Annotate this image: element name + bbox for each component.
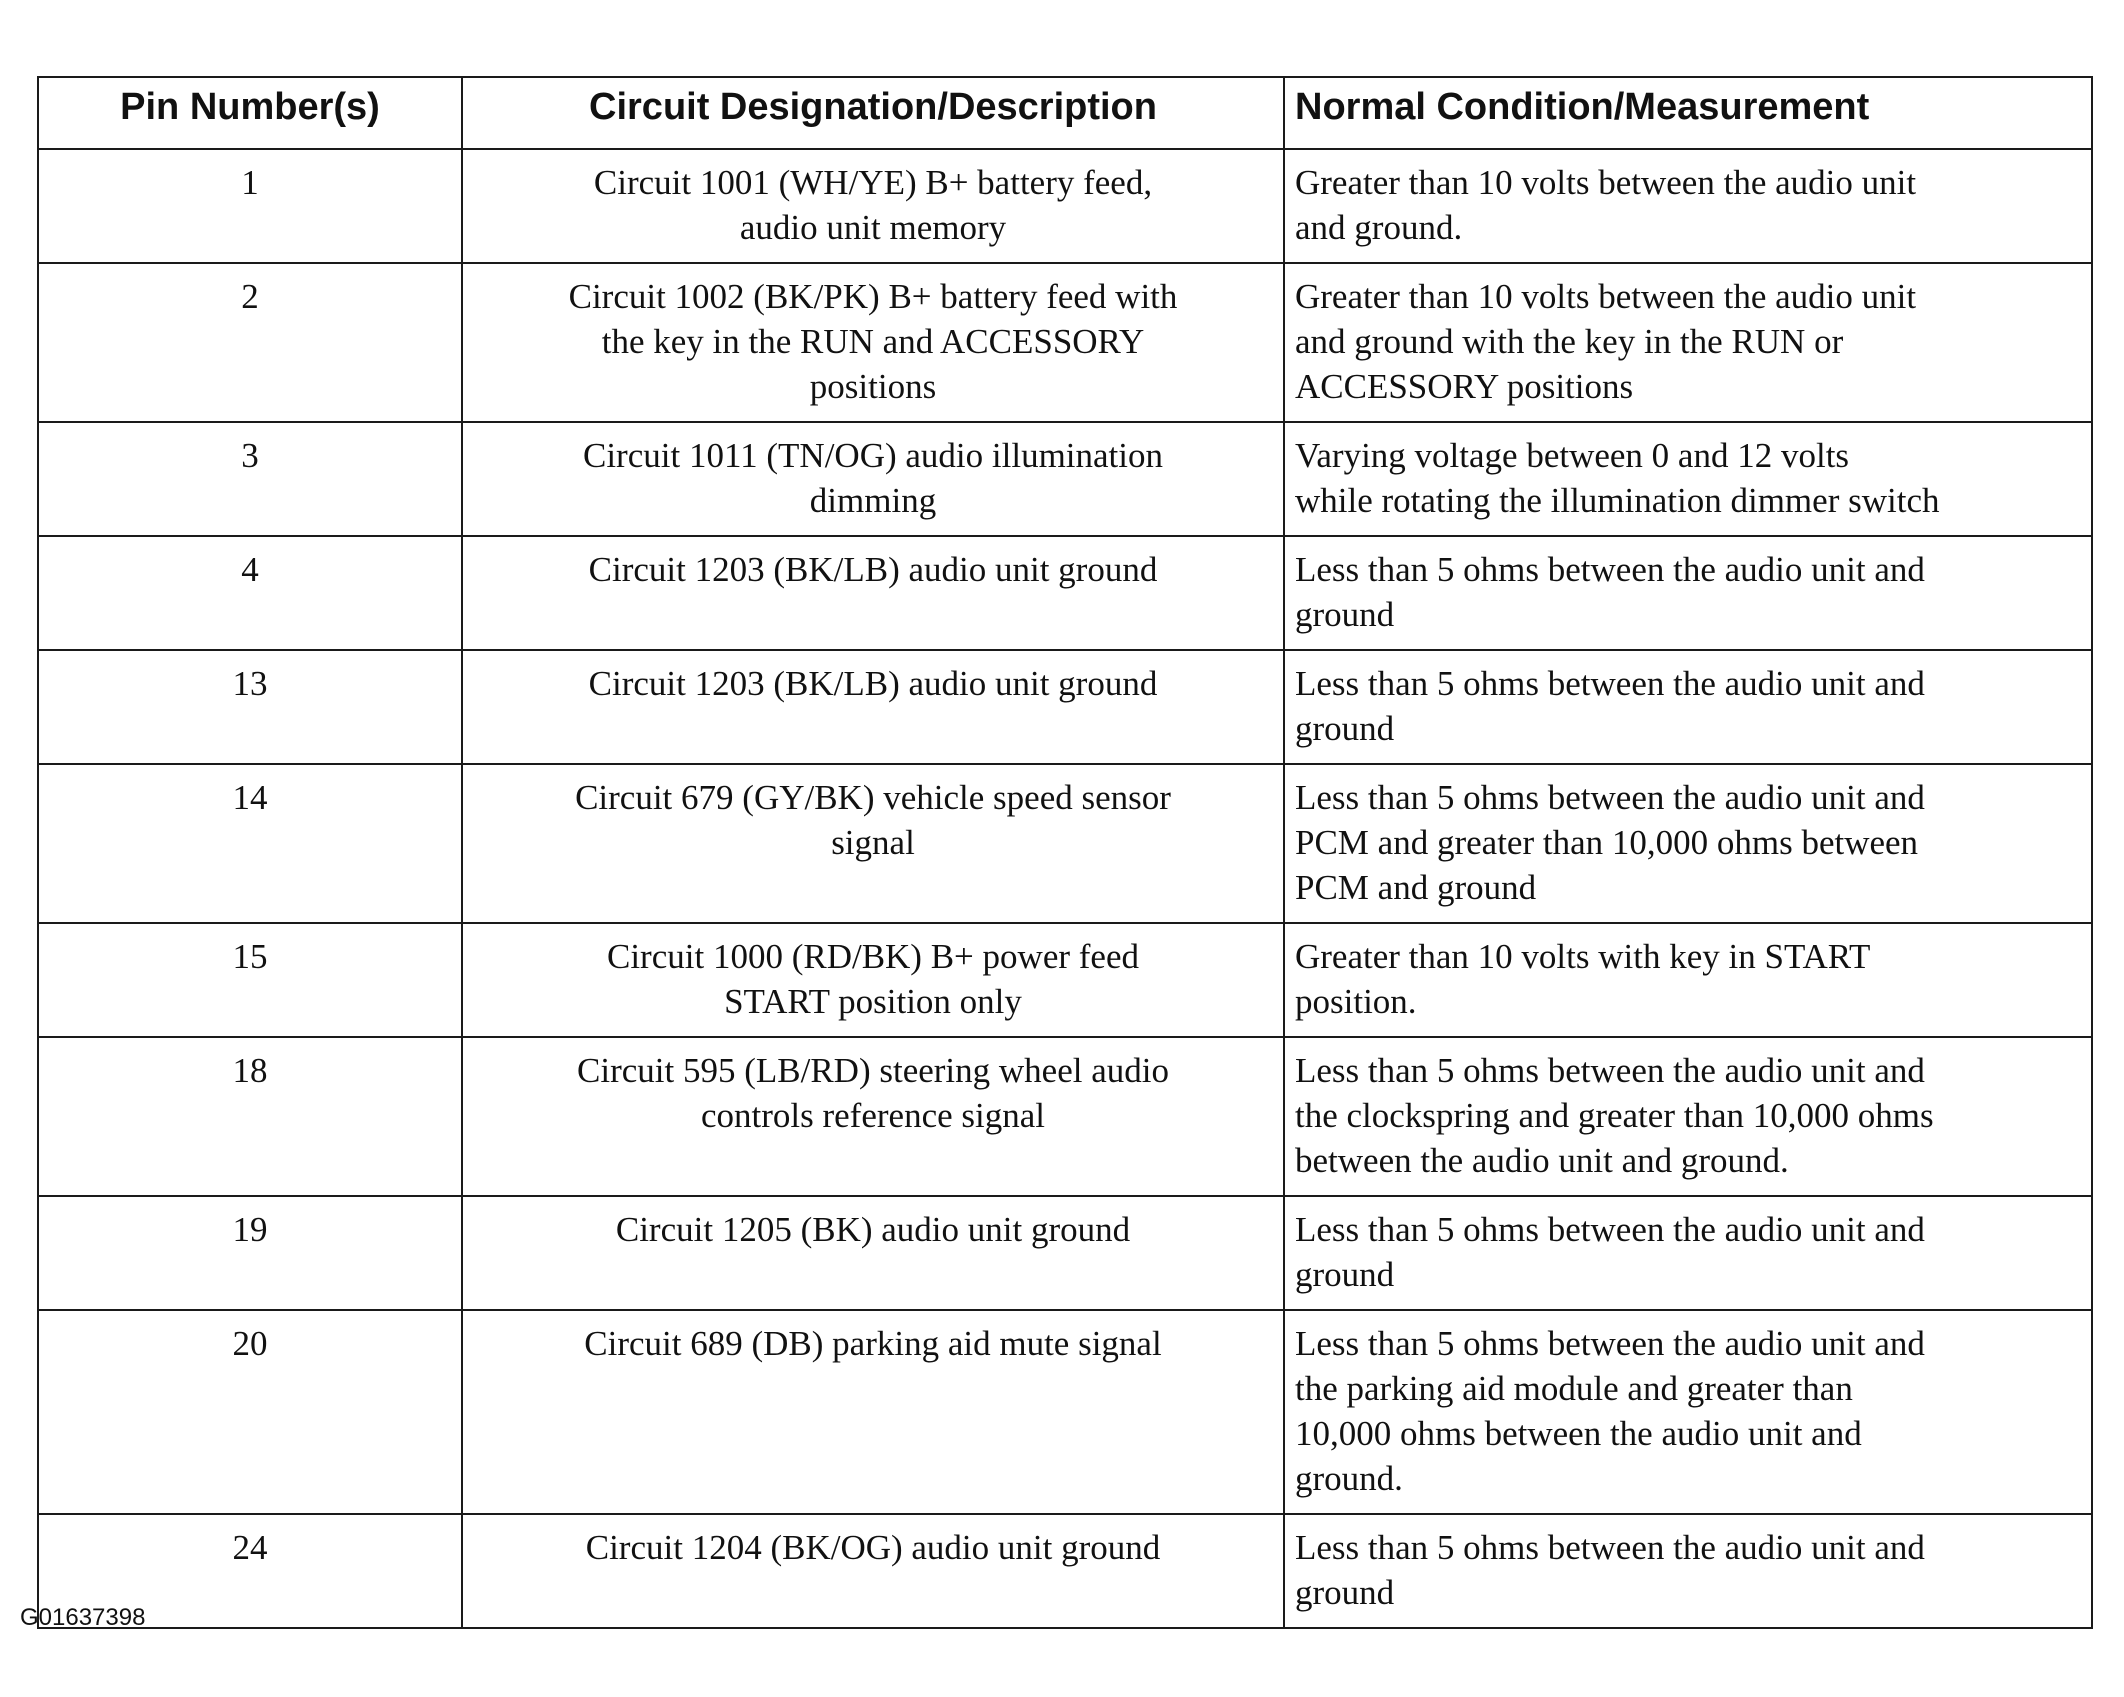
pin-number-cell: 19: [38, 1196, 462, 1310]
header-row: [38, 77, 2092, 149]
pin-number-cell: 14: [38, 764, 462, 923]
circuit-description-text: Circuit 689 (DB) parking aid mute signal: [584, 1324, 1162, 1363]
pin-circuit-table: [37, 76, 2093, 1629]
circuit-description-cell: [462, 1196, 1284, 1310]
condition-measurement-cell: [1284, 422, 2092, 536]
condition-measurement-cell: [1284, 1514, 2092, 1628]
pin-number-cell: 20: [38, 1310, 462, 1514]
table-row: [38, 1196, 2092, 1310]
circuit-description-cell: [462, 263, 1284, 422]
pin-number-cell: 3: [38, 422, 462, 536]
table-row: [38, 764, 2092, 923]
header-circuit-designation: Circuit Designation/Description: [462, 77, 1284, 149]
circuit-description-cell: [462, 764, 1284, 923]
circuit-description-text: Circuit 1203 (BK/LB) audio unit ground: [588, 550, 1158, 589]
circuit-description-text: Circuit 1002 (BK/PK) B+ battery feed with the key in the RUN and ACCESSORY positions: [568, 277, 1178, 406]
table-body: [38, 149, 2092, 1628]
condition-measurement-cell: [1284, 1196, 2092, 1310]
condition-measurement-text: Greater than 10 volts with key in START position.: [1295, 937, 1871, 1021]
condition-measurement-cell: [1284, 149, 2092, 263]
condition-measurement-cell: [1284, 650, 2092, 764]
table-header: [38, 77, 2092, 149]
table-row: [38, 650, 2092, 764]
condition-measurement-cell: [1284, 263, 2092, 422]
table-row: [38, 923, 2092, 1037]
circuit-description-cell: [462, 149, 1284, 263]
condition-measurement-text: Less than 5 ohms between the audio unit and ground: [1295, 1528, 1925, 1612]
circuit-description-text: Circuit 1205 (BK) audio unit ground: [615, 1210, 1131, 1249]
circuit-description-text: Circuit 1001 (WH/YE) B+ battery feed, audio unit memory: [593, 163, 1153, 247]
circuit-description-cell: [462, 923, 1284, 1037]
pin-number-cell: 24: [38, 1514, 462, 1628]
circuit-description-text: Circuit 1203 (BK/LB) audio unit ground: [588, 664, 1158, 703]
header-normal-condition: Normal Condition/Measurement: [1284, 77, 2092, 149]
condition-measurement-text: Less than 5 ohms between the audio unit and the clockspring and greater than 10,000 ohms between the audio unit and ground.: [1295, 1051, 1934, 1180]
pin-number-cell: 13: [38, 650, 462, 764]
table-row: [38, 1514, 2092, 1628]
condition-measurement-text: Less than 5 ohms between the audio unit and the parking aid module and greater than 10,000 ohms between the audio unit and ground.: [1295, 1324, 1925, 1498]
condition-measurement-cell: [1284, 1037, 2092, 1196]
circuit-description-cell: [462, 1514, 1284, 1628]
table-row: [38, 536, 2092, 650]
circuit-description-text: Circuit 1000 (RD/BK) B+ power feed START position only: [606, 937, 1139, 1021]
circuit-description-text: Circuit 1204 (BK/OG) audio unit ground: [585, 1528, 1161, 1567]
table-row: [38, 1310, 2092, 1514]
condition-measurement-text: Varying voltage between 0 and 12 volts while rotating the illumination dimmer switch: [1295, 436, 1940, 520]
condition-measurement-text: Less than 5 ohms between the audio unit and ground: [1295, 1210, 1925, 1294]
pin-number-cell: 2: [38, 263, 462, 422]
condition-measurement-text: Greater than 10 volts between the audio unit and ground with the key in the RUN or ACCESSORY positions: [1295, 277, 1917, 406]
pin-number-cell: 1: [38, 149, 462, 263]
condition-measurement-text: Less than 5 ohms between the audio unit and ground: [1295, 550, 1925, 634]
table-row: [38, 263, 2092, 422]
circuit-description-text: Circuit 679 (GY/BK) vehicle speed sensor signal: [575, 778, 1171, 862]
header-pin-number: Pin Number(s): [38, 77, 462, 149]
circuit-description-cell: [462, 536, 1284, 650]
condition-measurement-cell: [1284, 923, 2092, 1037]
circuit-description-text: Circuit 1011 (TN/OG) audio illumination dimming: [582, 436, 1163, 520]
pin-number-cell: 4: [38, 536, 462, 650]
circuit-description-cell: [462, 422, 1284, 536]
condition-measurement-cell: [1284, 536, 2092, 650]
condition-measurement-cell: [1284, 764, 2092, 923]
circuit-description-cell: [462, 1310, 1284, 1514]
condition-measurement-text: Less than 5 ohms between the audio unit and ground: [1295, 664, 1925, 748]
condition-measurement-text: Less than 5 ohms between the audio unit and PCM and greater than 10,000 ohms between PCM and ground: [1295, 778, 1925, 907]
pin-number-cell: 18: [38, 1037, 462, 1196]
circuit-description-cell: [462, 1037, 1284, 1196]
circuit-description-text: Circuit 595 (LB/RD) steering wheel audio controls reference signal: [577, 1051, 1169, 1135]
condition-measurement-cell: [1284, 1310, 2092, 1514]
table-row: [38, 149, 2092, 263]
circuit-description-cell: [462, 650, 1284, 764]
table-row: [38, 1037, 2092, 1196]
pin-number-cell: 15: [38, 923, 462, 1037]
condition-measurement-text: Greater than 10 volts between the audio unit and ground.: [1295, 163, 1917, 247]
figure-id-label: G01637398: [20, 1604, 146, 1631]
table-row: [38, 422, 2092, 536]
